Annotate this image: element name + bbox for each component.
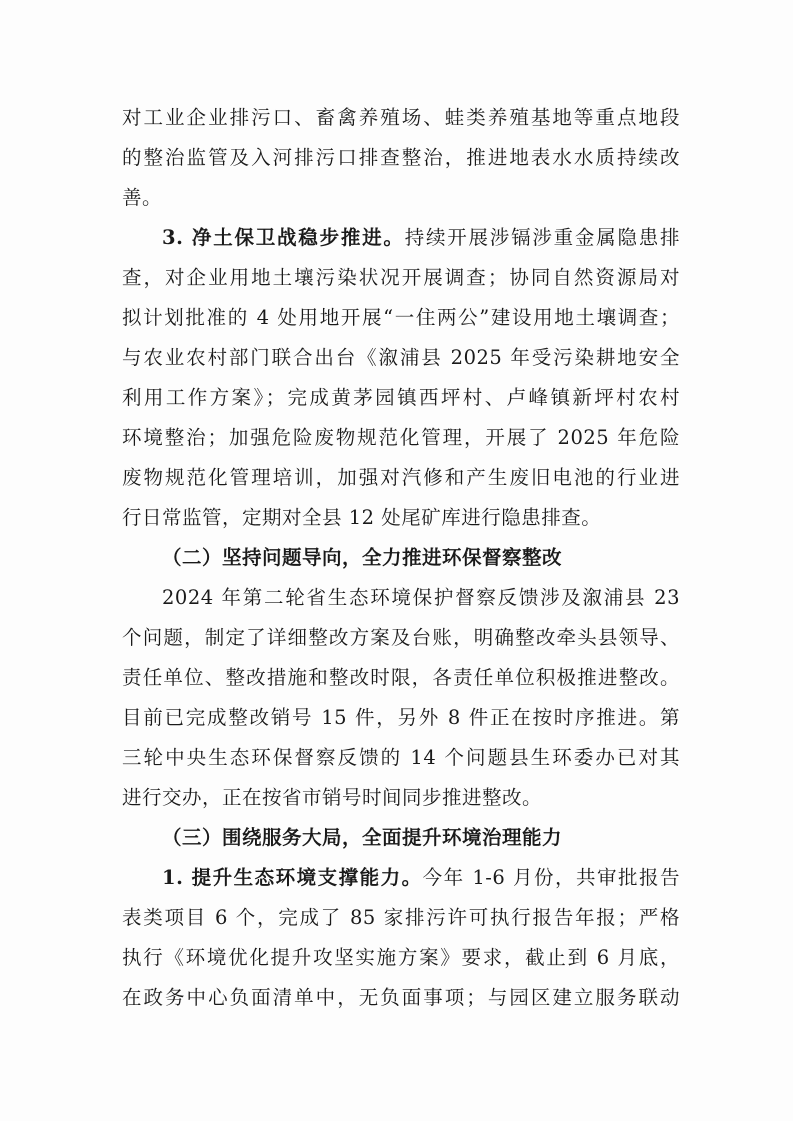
text-line: 表类项目 6 个，完成了 85 家排污许可执行报告年报；严格	[122, 906, 680, 929]
section-lead-bold: 3. 净土保卫战稳步推进。	[162, 226, 405, 249]
text-line: 查，对企业用地土壤污染状况开展调查；协同自然资源局对	[122, 266, 680, 289]
text-run: 持续开展涉镉涉重金属隐患排	[404, 226, 680, 249]
text-line: 责任单位、整改措施和整改时限，各责任单位积极推进整改。	[122, 666, 680, 689]
paragraph-start-line	[122, 218, 680, 258]
text-line: 在政务中心负面清单中，无负面事项；与园区建立服务联动	[122, 986, 680, 1009]
text-line: 对工业企业排污口、畜禽养殖场、蛙类养殖基地等重点地段	[122, 106, 680, 129]
paragraph-start-line: 2024 年第二轮省生态环境保护督察反馈涉及溆浦县 23	[162, 586, 680, 609]
text-line: 拟计划批准的 4 处用地开展“一住两公”建设用地土壤调查；	[122, 306, 680, 329]
section-heading: （二）坚持问题导向，全力推进环保督察整改	[162, 546, 563, 569]
text-line: 与农业农村部门联合出台《溆浦县 2025 年受污染耕地安全	[122, 346, 680, 369]
text-line: 个问题，制定了详细整改方案及台账，明确整改牵头县领导、	[122, 626, 680, 649]
text-line: 三轮中央生态环保督察反馈的 14 个问题县生环委办已对其	[122, 746, 680, 769]
paragraph-start-line	[122, 858, 680, 898]
text-line: 进行交办，正在按省市销号时间同步推进整改。	[122, 786, 543, 809]
text-line: 废物规范化管理培训，加强对汽修和产生废旧电池的行业进	[122, 466, 680, 489]
text-line: 的整治监管及入河排污口排查整治，推进地表水水质持续改	[122, 146, 680, 169]
text-line: 执行《环境优化提升攻坚实施方案》要求，截止到 6 月底，	[122, 946, 680, 969]
text-line: 行日常监管，定期对全县 12 处尾矿库进行隐患排查。	[122, 506, 602, 529]
text-line: 目前已完成整改销号 15 件，另外 8 件正在按时序推进。第	[122, 706, 680, 729]
section-heading: （三）围绕服务大局，全面提升环境治理能力	[162, 826, 563, 849]
text-line: 利用工作方案》；完成黄茅园镇西坪村、卢峰镇新坪村农村	[122, 386, 680, 409]
text-line: 环境整治；加强危险废物规范化管理，开展了 2025 年危险	[122, 426, 680, 449]
document-body	[122, 98, 680, 1018]
section-lead-bold: 1. 提升生态环境支撑能力。	[162, 866, 423, 889]
text-line: 善。	[122, 186, 163, 209]
text-run: 今年 1-6 月份，共审批报告	[422, 866, 680, 889]
